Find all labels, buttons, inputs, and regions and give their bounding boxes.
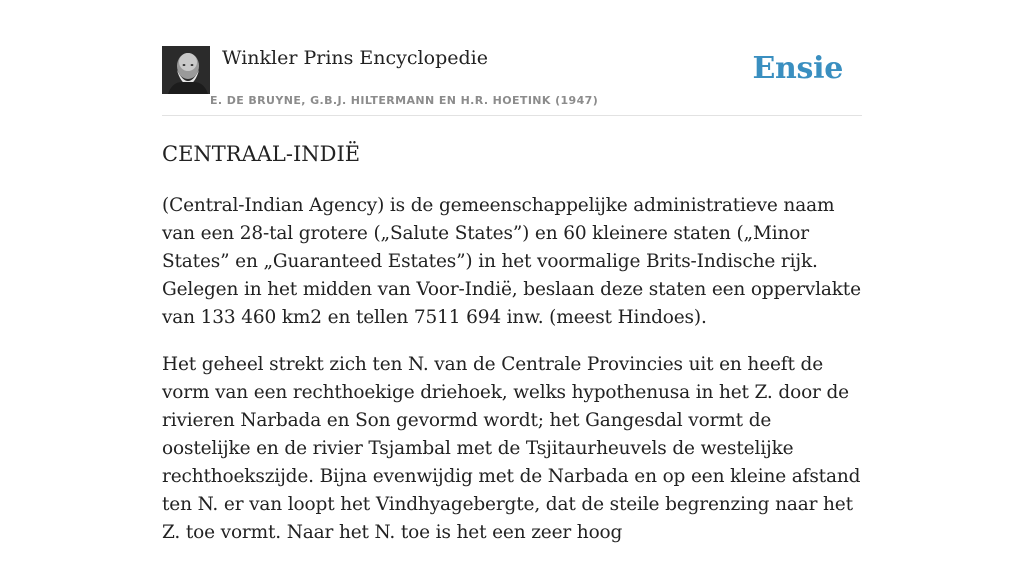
header	[162, 46, 862, 116]
article-paragraph: Het geheel strekt zich ten N. van de Centrale Provincies uit en heeft de vorm van een rechthoekige driehoek, welks hypothenusa in het Z. door de rivieren Narbada en Son gevormd wordt; het Gangesdal vormt de oostelijke en de rivier Tsjambal met de Tsjitaurheuvels de westelijke rechthoekszijde. Bijna evenwijdig met de Narbada en op een kleine afstand ten N. er van loopt het Vindhyagebergte, dat de steile begrenzing naar het Z. toe vormt. Naar het N. toe is het een zeer hoog	[162, 354, 861, 543]
avatar[interactable]	[162, 46, 210, 94]
article-paragraph: (Central-Indian Agency) is de gemeenschappelijke administratieve naam van een 28-tal grotere („Salute States”) en 60 kleinere staten („Minor States” en „Guaranteed Estates”) in het voormalige Brits-Indische rijk. Gelegen in het midden van Voor-Indië, beslaan deze staten een oppervlakte van 133 460 km2 en tellen 7511 694 inw. (meest Hindoes).	[162, 195, 861, 328]
authors-line: E. DE BRUYNE, G.B.J. HILTERMANN EN H.R. HOETINK (1947)	[210, 94, 599, 107]
brand-logo[interactable]: Ensie	[752, 51, 843, 86]
article-title: CENTRAAL-INDIË	[162, 142, 361, 166]
article-body	[162, 192, 862, 566]
site-title[interactable]: Winkler Prins Encyclopedie	[222, 47, 488, 69]
portrait-photo-icon	[162, 46, 210, 94]
